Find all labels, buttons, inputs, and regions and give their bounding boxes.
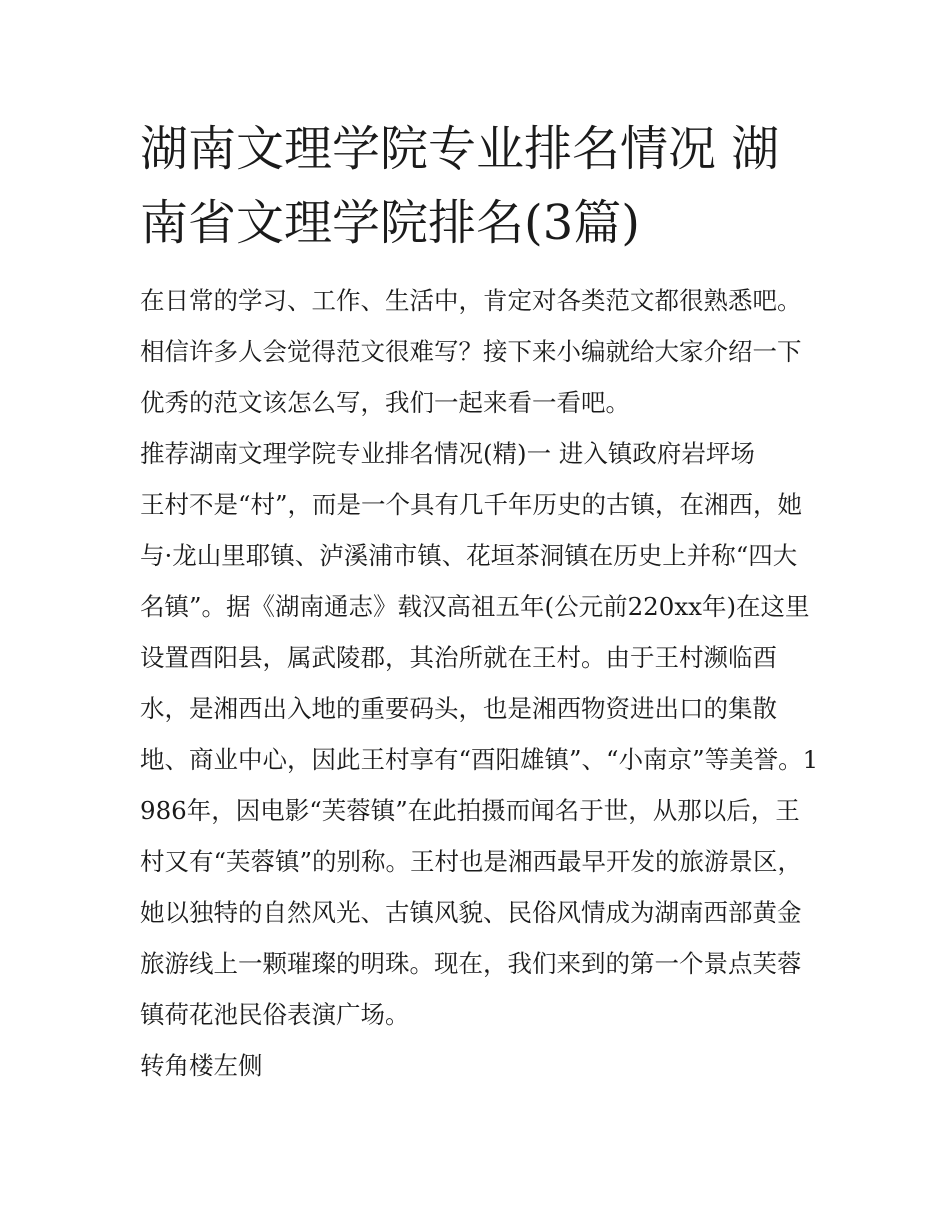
article-paragraph: 王村不是“村”，而是一个具有几千年历史的古镇，在湘西，她与·龙山里耶镇、泸溪浦市镇、花垣茶洞镇在历史上并称“四大名镇”。据《湖南通志》载汉高祖五年(公元前220xx年)在这里设置酉阳县，属武陵郡，其治所就在王村。由于王村濒临酉水，是湘西出入地的重要码头，也是湘西物资进出口的集散地、商业中心，因此王村享有“酉阳雄镇”、“小南京”等美誉。1986年，因电影“芙蓉镇”在此拍摄而闻名于世，从那以后，王村又有“芙蓉镇”的别称。王村也是湘西最早开发的旅游景区，她以独特的自然风光、古镇风貌、民俗风情成为湖南西部黄金旅游线上一颗璀璨的明珠。现在，我们来到的第一个景点芙蓉镇荷花池民俗表演广场。 (140, 490, 819, 1029)
intro-paragraph: 在日常的学习、工作、生活中，肯定对各类范文都很熟悉吧。相信许多人会觉得范文很难写？接下来小编就给大家介绍一下优秀的范文该怎么写，我们一起来看一看吧。 (140, 286, 802, 417)
section-heading: 推荐湖南文理学院专业排名情况(精)一 进入镇政府岩坪场 (140, 439, 755, 468)
closing-line: 转角楼左侧 (140, 1051, 263, 1080)
document-title: 湖南文理学院专业排名情况 湖南省文理学院排名(3篇) (140, 121, 780, 251)
